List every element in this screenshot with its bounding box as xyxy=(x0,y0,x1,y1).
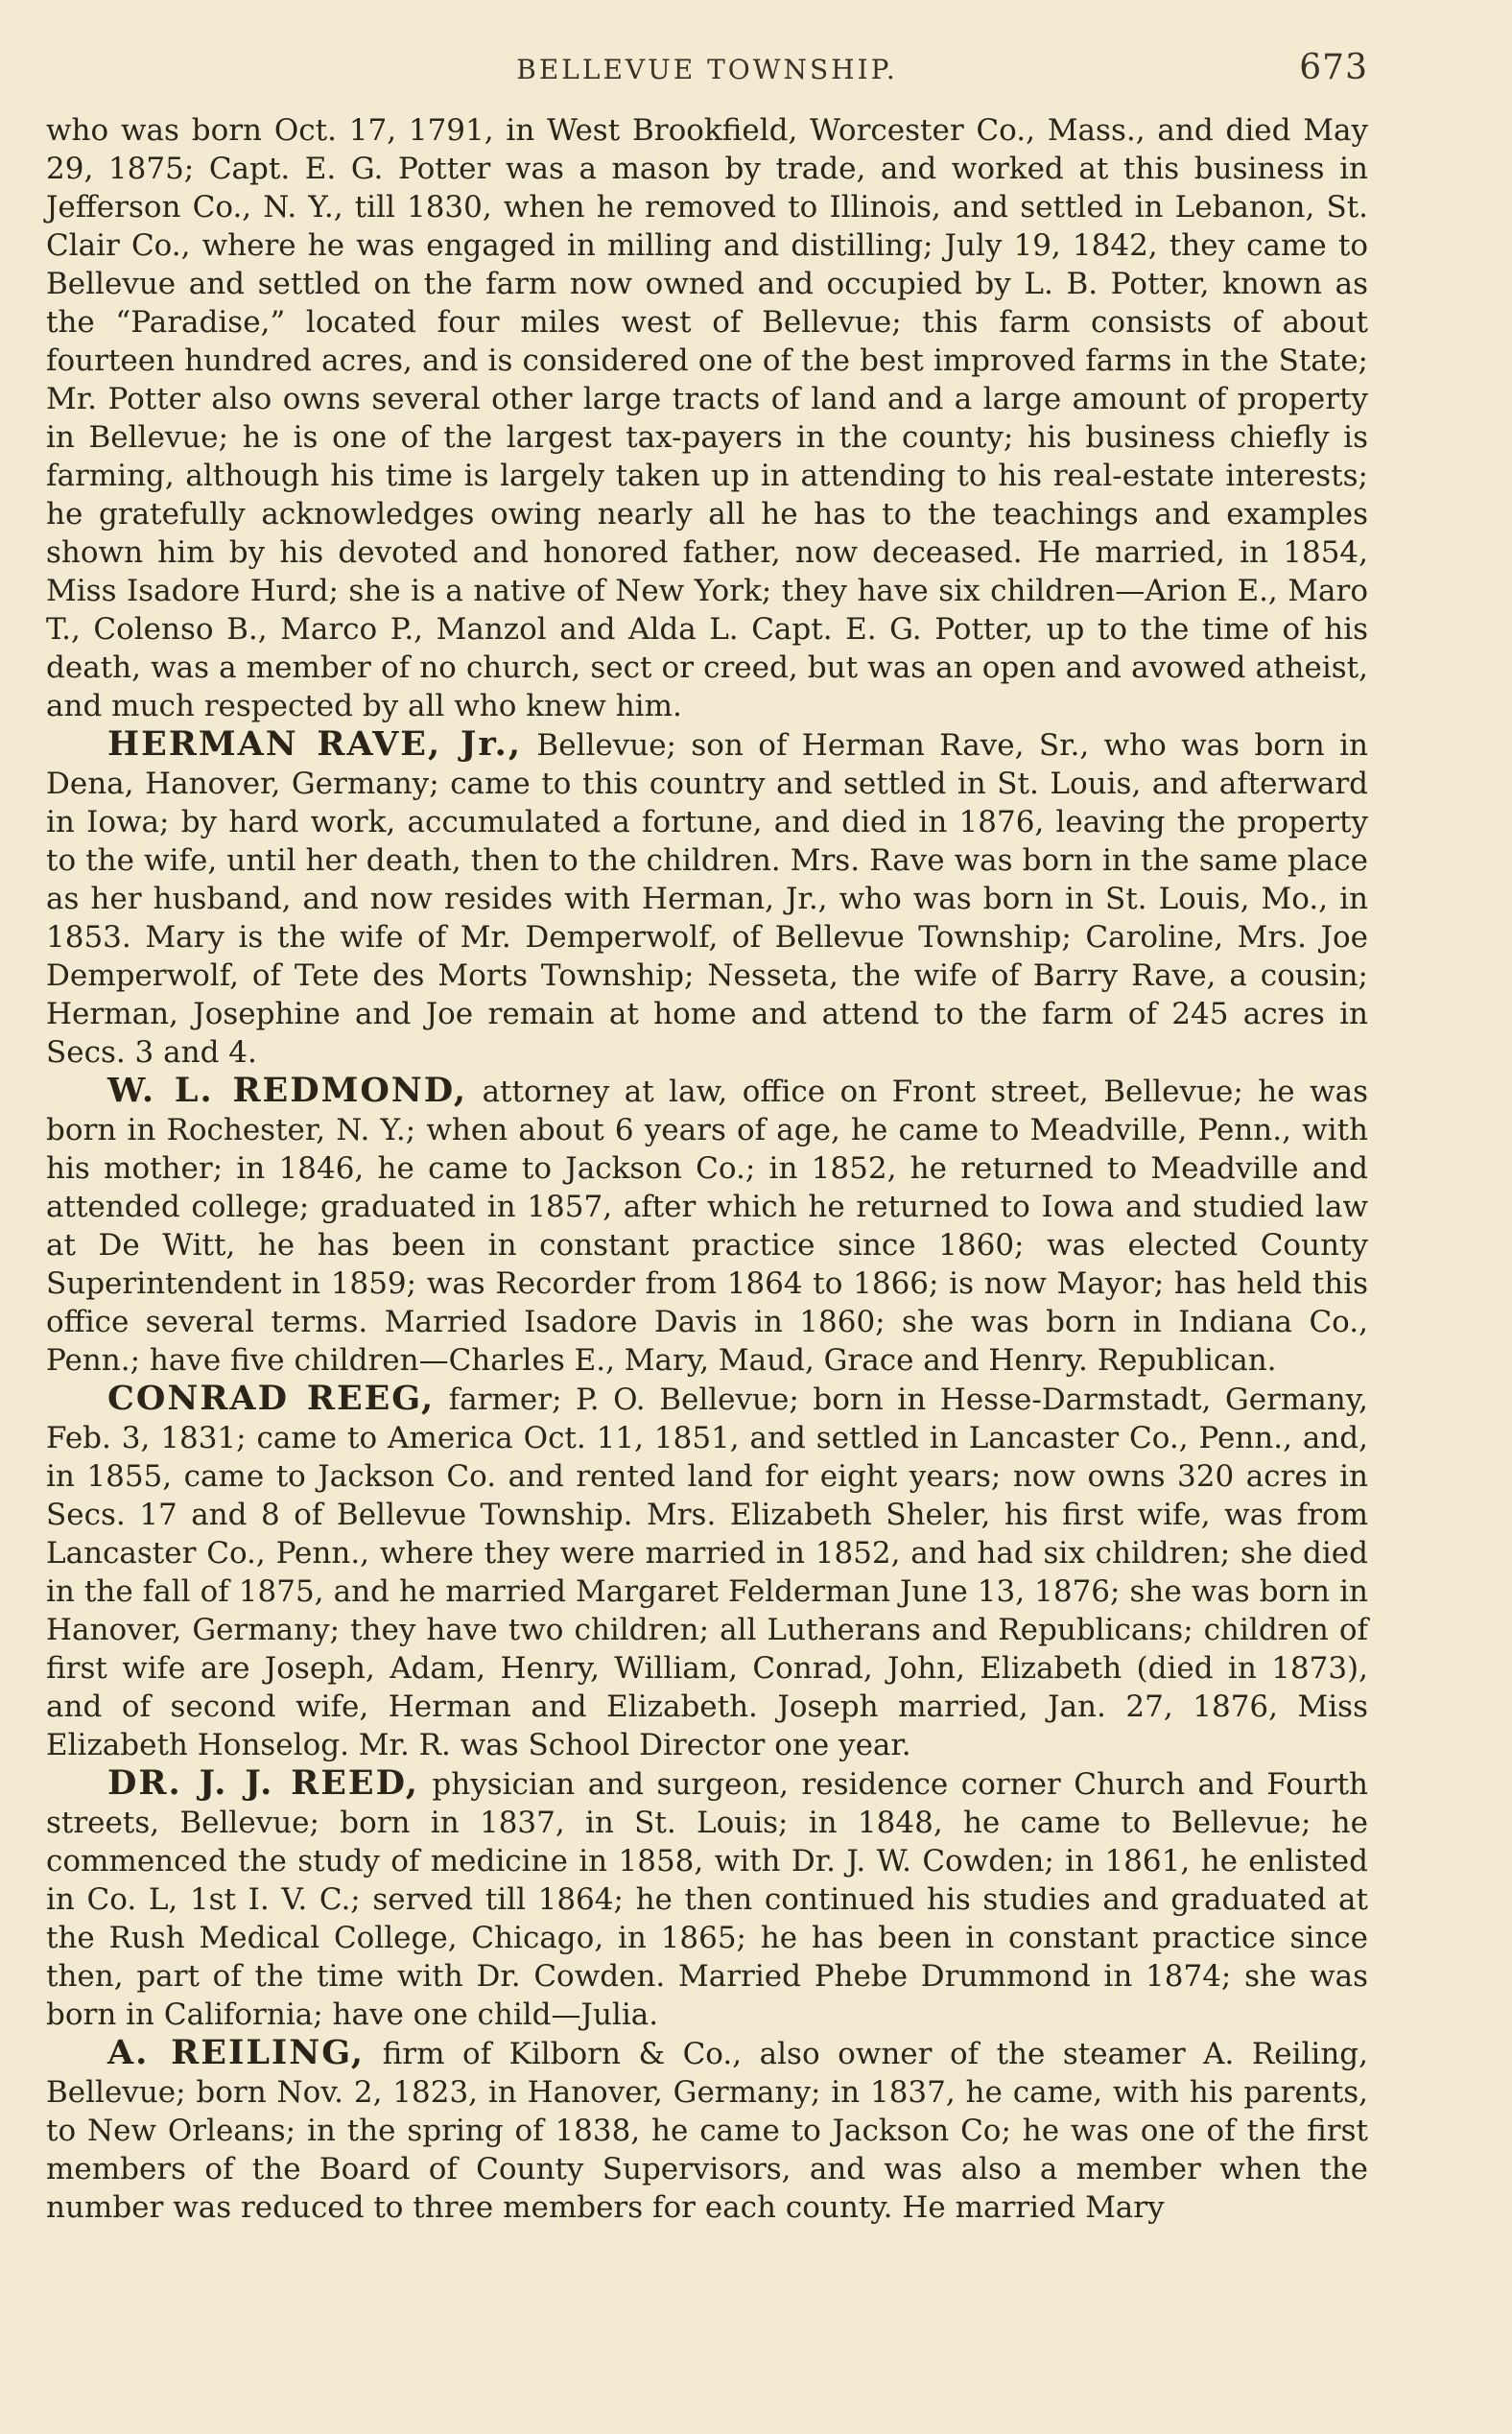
entry-name: A. REILING, xyxy=(107,2033,366,2072)
entry-text: firm of Kilborn & Co., also owner of the steamer A. Reiling, Bellevue; born Nov. 2, 1823, in Hanover, Germany; in 1837, he came, with his parents, to New Orleans; in the spring of 1838, he came to Jackson Co; he was one of the first members of the Board of County Supervisors, and was also a member when the number was reduced to three members for each county. He married Mary xyxy=(46,2037,1368,2225)
page-number: 673 xyxy=(1299,48,1368,87)
entry-dr-j-j-reed xyxy=(46,1764,1368,2034)
entry-text: Bellevue; son of Herman Rave, Sr., who was born in Dena, Hanover, Germany; came to this country and settled in St. Louis, and afterward in Iowa; by hard work, accumulated a fortune, and died in 1876, leaving the property to the wife, until her death, then to the children. Mrs. Rave was born in the same place as her husband, and now resides with Herman, Jr., who was born in St. Louis, Mo., in 1853. Mary is the wife of Mr. Demperwolf, of Bellevue Township; Caroline, Mrs. Joe Demperwolf, of Tete des Morts Township; Nesseta, the wife of Barry Rave, a cousin; Herman, Josephine and Joe remain at home and attend to the farm of 245 acres in Secs. 3 and 4. xyxy=(46,728,1368,1070)
paragraph-potter-continuation: who was born Oct. 17, 1791, in West Brookfield, Worcester Co., Mass., and died May 29, 1875; Capt. E. G. Potter was a mason by trade, and worked at this business in Jefferson Co., N. Y., till 1830, when he removed to Illinois, and settled in Lebanon, St. Clair Co., where he was engaged in milling and distilling; July 19, 1842, they came to Bellevue and settled on the farm now owned and occupied by L. B. Potter, known as the “Paradise,” located four miles west of Bellevue; this farm consists of about fourteen hundred acres, and is considered one of the best improved farms in the State; Mr. Potter also owns several other large tracts of land and a large amount of property in Bellevue; he is one of the largest tax-payers in the county; his business chiefly is farming, although his time is largely taken up in attending to his real-estate interests; he gratefully acknowledges owing nearly all he has to the teachings and examples shown him by his devoted and honored father, now deceased. He married, in 1854, Miss Isadore Hurd; she is a native of New York; they have six children—Arion E., Maro T., Colenso B., Marco P., Manzol and Alda L. Capt. E. G. Potter, up to the time of his death, was a member of no church, sect or creed, but was an open and avowed atheist, and much respected by all who knew him. xyxy=(46,113,1368,723)
entry-w-l-redmond xyxy=(46,1072,1368,1380)
body-text xyxy=(46,111,1368,2227)
entry-text: farmer; P. O. Bellevue; born in Hesse-Darmstadt, Germany, Feb. 3, 1831; came to America Oct. 11, 1851, and settled in Lancaster Co., Penn., and, in 1855, came to Jackson Co. and rented land for eight years; now owns 320 acres in Secs. 17 and 8 of Bellevue Township. Mrs. Elizabeth Sheler, his first wife, was from Lancaster Co., Penn., where they were married in 1852, and had six children; she died in the fall of 1875, and he married Margaret Felderman June 13, 1876; she was born in Hanover, Germany; they have two children; all Lutherans and Republicans; children of first wife are Joseph, Adam, Henry, William, Conrad, John, Elizabeth (died in 1873), and of second wife, Herman and Elizabeth. Joseph married, Jan. 27, 1876, Miss Elizabeth Honselog. Mr. R. was School Director one year. xyxy=(46,1382,1368,1762)
entry-name: CONRAD REEG, xyxy=(107,1379,436,1418)
entry-name: W. L. REDMOND, xyxy=(107,1071,468,1110)
entry-text: attorney at law, office on Front street, Bellevue; he was born in Rochester, N. Y.; when about 6 years of age, he came to Meadville, Penn., with his mother; in 1846, he came to Jackson Co.; in 1852, he returned to Meadville and attended college; graduated in 1857, after which he returned to Iowa and studied law at De Witt, he has been in constant practice since 1860; was elected County Superintendent in 1859; was Recorder from 1864 to 1866; is now Mayor; has held this office several terms. Married Isadore Davis in 1860; she was born in Indiana Co., Penn.; have five children—Charles E., Mary, Maud, Grace and Henry. Republican. xyxy=(46,1075,1368,1378)
entry-herman-rave xyxy=(46,725,1368,1072)
entry-name: HERMAN RAVE, Jr., xyxy=(107,724,523,764)
entry-name: DR. J. J. REED, xyxy=(107,1763,419,1803)
running-title: BELLEVUE TOWNSHIP. xyxy=(516,54,898,85)
running-head xyxy=(46,48,1368,111)
entry-conrad-reeg xyxy=(46,1380,1368,1764)
entry-a-reiling xyxy=(46,2034,1368,2227)
entry-text: physician and surgeon, residence corner Church and Fourth streets, Bellevue; born in 1837, in St. Louis; in 1848, he came to Bellevue; he commenced the study of medicine in 1858, with Dr. J. W. Cowden; in 1861, he enlisted in Co. L, 1st I. V. C.; served till 1864; he then continued his studies and graduated at the Rush Medical College, Chicago, in 1865; he has been in constant practice since then, part of the time with Dr. Cowden. Married Phebe Drummond in 1874; she was born in California; have one child—Julia. xyxy=(46,1767,1368,2032)
